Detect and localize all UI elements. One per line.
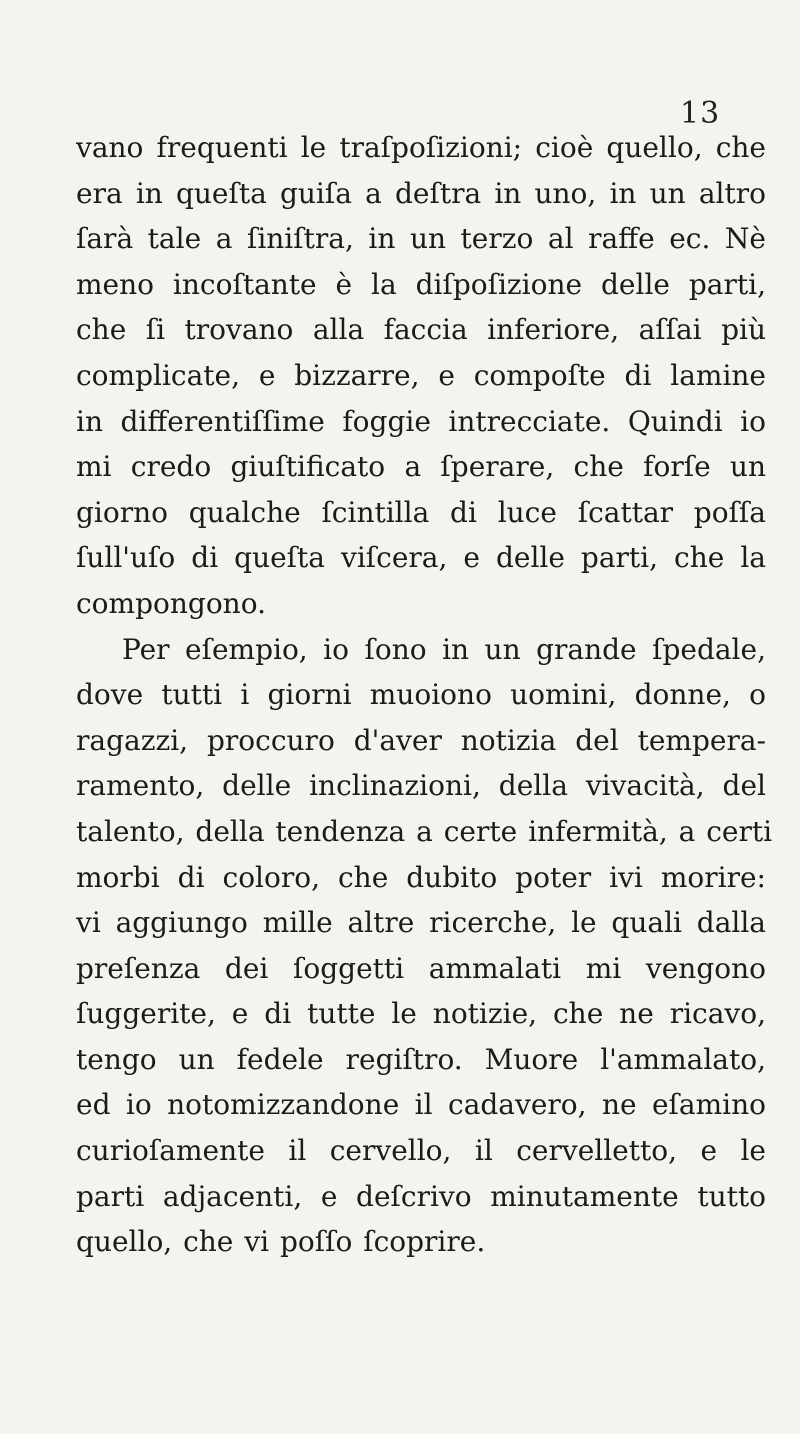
text-line: vi aggiungo mille altre ricerche, le quali dalla [76, 906, 766, 940]
text-line: vano frequenti le traſpoſizioni; cioè quello, che [76, 131, 766, 164]
text-line: giorno qualche ſcintilla di luce ſcattar poſſa [76, 495, 766, 529]
text-line: tengo un fedele regiſtro. Muore l'ammalato, [76, 1042, 766, 1076]
text-line: mi credo giuſtificato a ſperare, che forſe un [76, 450, 766, 484]
text-line: ramento, delle inclinazioni, della vivacità, del [76, 769, 766, 803]
text-line: che ſi trovano alla faccia inferiore, aſſai più [76, 313, 766, 347]
text-line: ragazzi, proccuro d'aver notizia del tempera- [76, 723, 766, 757]
page-number: 13 [680, 96, 721, 131]
text-line: ſarà tale a ſiniſtra, in un terzo al raffe ec. Nè [76, 222, 766, 256]
text-line: morbi di coloro, che dubito poter ivi morire: [76, 860, 766, 894]
text-line: compongono. [76, 586, 266, 620]
text-line: parti adjacenti, e deſcrivo minutamente tutto [76, 1179, 766, 1213]
text-line: talento, della tendenza a certe infermità, a certi [76, 814, 773, 848]
body-text [76, 125, 773, 1265]
text-line: ed io notomizzandone il cadavero, ne eſamino [76, 1088, 766, 1122]
text-line: complicate, e bizzarre, e compoſte di lamine [76, 358, 766, 392]
text-line: quello, che vi poſſo ſcoprire. [76, 1225, 486, 1259]
text-line: ſuggerite, e di tutte le notizie, che ne ricavo, [76, 997, 766, 1031]
text-line: curioſamente il cervello, il cervelletto, e le [76, 1134, 766, 1168]
text-line: dove tutti i giorni muoiono uomini, donne, o [76, 678, 766, 712]
text-line: ſull'uſo di queſta viſcera, e delle parti, che la [76, 541, 766, 575]
text-line: Per eſempio, io ſono in un grande ſpedale, [122, 632, 766, 666]
text-line: era in queſta guiſa a deſtra in uno, in un altro [76, 176, 766, 210]
text-line: preſenza dei ſoggetti ammalati mi vengono [76, 951, 766, 985]
text-line: in differentiſſime foggie intrecciate. Quindi io [76, 404, 766, 438]
text-line: meno incoſtante è la diſpoſizione delle parti, [76, 267, 766, 301]
